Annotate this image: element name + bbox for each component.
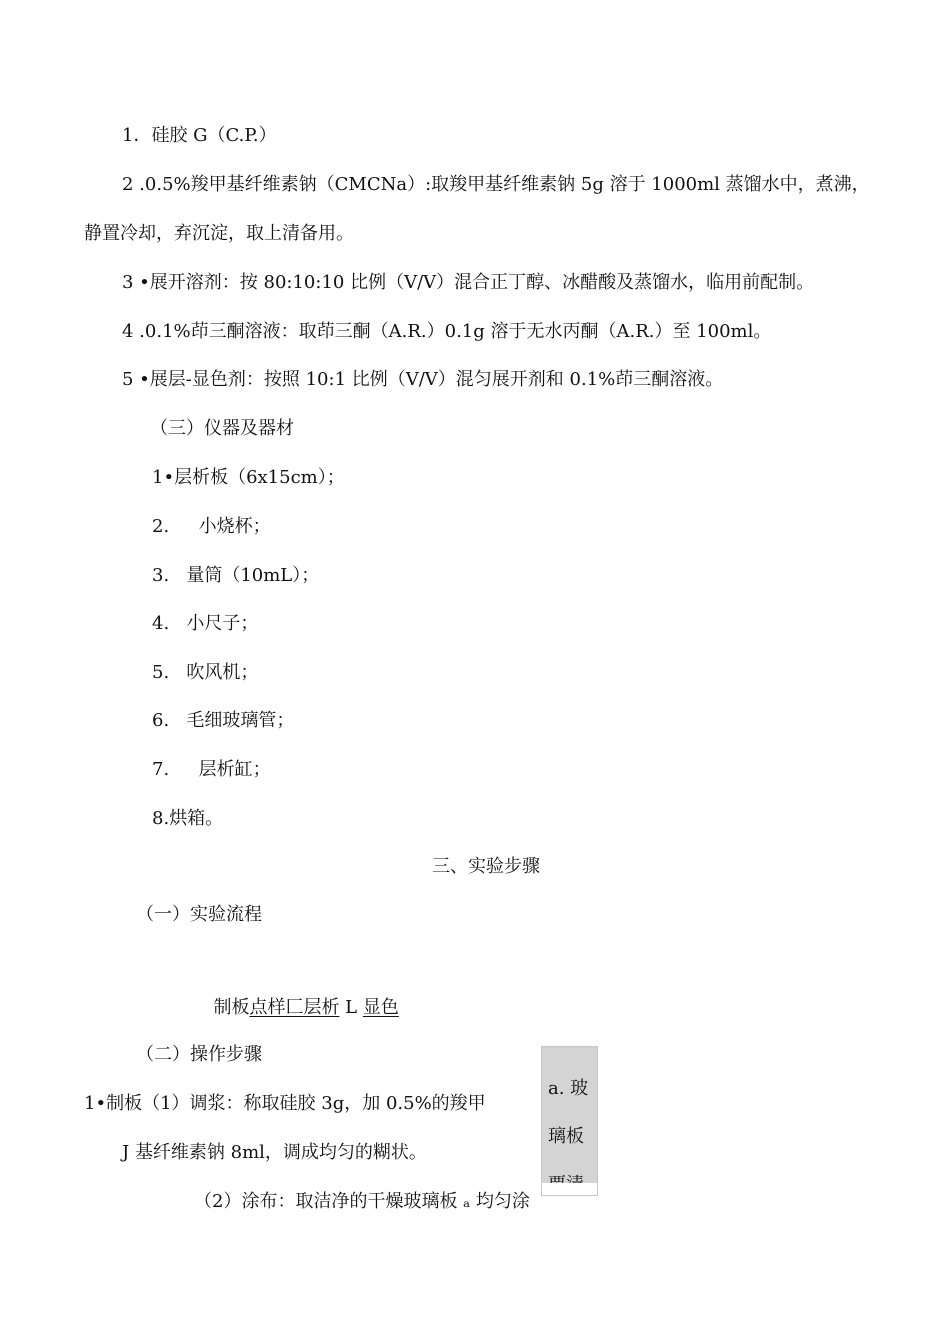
instrument-item-5: 5. 吹风机； [152,662,259,683]
op-1-line2: J 基纤维素钠 8ml，调成均匀的糊状。 [122,1142,427,1163]
flow-arrow-1: 匚 [285,997,304,1018]
side-note-box [541,1046,598,1196]
flow-step-chromatography: 层析 [303,997,340,1018]
reagent-item-4: 4 .0.1%茚三酮溶液：取茚三酮（A.R.）0.1g 溶于无水丙酮（A.R.）至 100ml。 [122,321,772,342]
reagent-item-1: 1．硅胶 G（C.P.） [122,125,277,146]
op-1-line1: 1•制板（1）调浆：称取硅胶 3g，加 0.5%的羧甲 [84,1093,486,1114]
ops-heading: （二）操作步骤 [136,1044,262,1065]
flow-arrow-2: L [339,997,363,1018]
flow-step-spot: 点样 [249,997,286,1018]
instrument-item-1: 1•层析板（6x15cm）； [152,467,345,488]
instrument-item-3: 3. 量筒（10mL）； [152,565,320,586]
reagent-item-5: 5 •展层-显色剂：按照 10:1 比例（V/V）混匀展开剂和 0.1%茚三酮溶液。 [122,369,724,390]
op-2: （2）涂布：取洁净的干燥玻璃板 ₐ 均匀涂 [194,1191,530,1212]
reagent-item-2-line2: 静置冷却，弃沉淀，取上清备用。 [84,223,354,244]
side-note-fade [542,1183,597,1195]
flow-step-plate: 制板 [213,997,250,1018]
instrument-item-4: 4. 小尺子； [152,613,259,634]
instruments-heading: （三）仪器及器材 [150,418,294,439]
reagent-item-2-line1: 2 .0.5%羧甲基纤维素钠（CMCNa）:取羧甲基纤维素钠 5g 溶于 1000ml 蒸馏水中，煮沸， [122,174,870,195]
flow-step-develop: 显色 [362,997,399,1018]
section-title: 三、实验步骤 [432,856,540,877]
instrument-item-2: 2. 小烧杯； [152,516,271,537]
side-note-text: a. 玻璃板 [548,1078,589,1147]
flow-heading: （一）实验流程 [136,904,262,925]
instrument-item-7: 7. 层析缸； [152,759,271,780]
instrument-item-8: 8.烘箱。 [152,808,224,829]
instrument-item-6: 6. 毛细玻璃管； [152,710,295,731]
flow-diagram [202,972,399,1020]
reagent-item-3: 3 •展开溶剂：按 80:10:10 比例（V/V）混合正丁醇、冰醋酸及蒸馏水，临用前配制。 [122,272,815,293]
